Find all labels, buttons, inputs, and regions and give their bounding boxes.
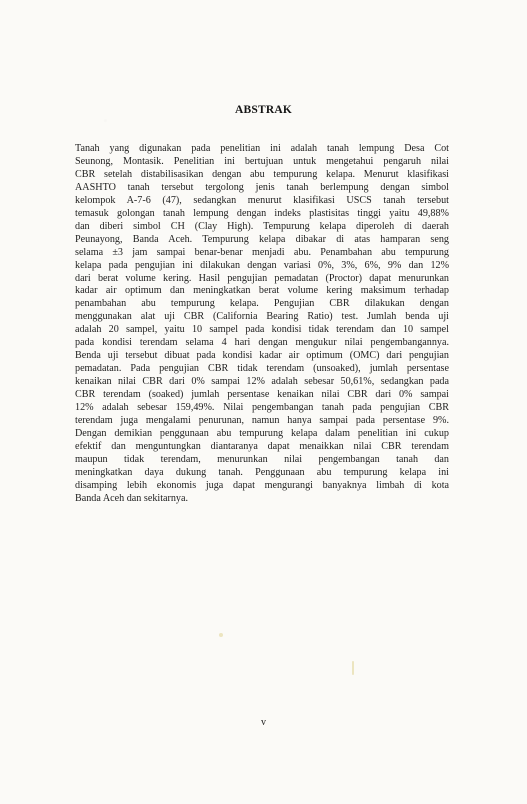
- abstract-line-20: CBR terendam (soaked) jumlah persentase kenaikan nilai CBR dari 0% sampai: [75, 389, 449, 401]
- abstract-body: [75, 143, 449, 506]
- abstract-line-21: 12% adalah sebesar 159,49%. Nilai pengembangan tanah pada pengujian CBR: [75, 402, 449, 414]
- abstract-line-28: Banda Aceh dan sekitarnya.: [75, 492, 189, 504]
- abstract-line-25: maupun tidak terendam, menurunkan nilai pengembangan tanah dan: [75, 453, 449, 465]
- abstract-line-2: Seunong, Montasik. Penelitian ini bertujuan untuk mengetahui pengaruh nilai: [75, 155, 449, 167]
- abstract-line-23: Dengan demikian penggunaan abu tempurung kelapa dalam penelitian ini cukup: [75, 427, 449, 439]
- abstract-line-24: efektif dan menguntungkan diantaranya dapat menaikkan nilai CBR terendam: [75, 440, 449, 452]
- abstract-line-5: kelompok A-7-6 (47), sedangkan menurut klasifikasi USCS tanah tersebut: [75, 194, 449, 206]
- abstract-line-9: selama ±3 jam sampai benar-benar menjadi abu. Penambahan abu tempurung: [75, 246, 449, 258]
- abstract-line-7: dan diberi simbol CH (Clay High). Tempurung kelapa diperoleh di daerah: [75, 220, 449, 232]
- abstract-line-8: Peunayong, Banda Aceh. Tempurung kelapa dibakar di atas hamparan seng: [75, 233, 449, 245]
- abstract-line-26: meningkatkan daya dukung tanah. Penggunaan abu tempurung kelapa ini: [75, 466, 449, 478]
- abstract-line-4: AASHTO tanah tersebut tergolong jenis tanah berlempung dengan simbol: [75, 181, 449, 193]
- abstract-line-18: pemadatan. Pada pengujian CBR tidak terendam (unsoaked), jumlah persentase: [75, 363, 449, 375]
- scan-speck: [352, 661, 354, 675]
- abstract-line-1: Tanah yang digunakan pada penelitian ini adalah tanah lempung Desa Cot: [75, 143, 449, 154]
- abstract-line-12: kadar air optimum dan meningkatkan berat volume kering maksimum terhadap: [75, 285, 449, 297]
- abstract-line-22: terendam juga mengalami penurunan, namun hanya sampai pada persentase 9%.: [75, 415, 449, 427]
- abstract-line-16: pada kondisi terendam selama 4 hari dengan mengukur nilai pengembangannya.: [75, 337, 449, 349]
- abstract-line-13: penambahan abu tempurung kelapa. Pengujian CBR dilakukan dengan: [75, 298, 449, 310]
- abstract-line-14: menggunakan alat uji CBR (California Bearing Ratio) test. Jumlah benda uji: [75, 311, 449, 323]
- abstract-line-11: dari berat volume kering. Hasil pengujian pemadatan (Proctor) dapat menurunkan: [75, 272, 449, 284]
- abstract-line-19: kenaikan nilai CBR dari 0% sampai 12% adalah sebesar 50,61%, sedangkan pada: [75, 376, 449, 388]
- abstract-line-17: Benda uji tersebut dibuat pada kondisi kadar air optimum (OMC) dari pengujian: [75, 350, 449, 362]
- abstract-line-3: CBR setelah distabilisasikan dengan abu tempurung kelapa. Menurut klasifikasi: [75, 168, 449, 180]
- abstract-line-27: disamping lebih ekonomis juga dapat mengurangi banyaknya limbah di kota: [75, 479, 449, 491]
- abstract-line-10: kelapa pada pengujian ini dilakukan dengan variasi 0%, 3%, 6%, 9% dan 12%: [75, 259, 449, 271]
- abstract-line-6: temasuk golongan tanah lempung dengan indeks plastisitas tinggi yaitu 49,88%: [75, 207, 449, 219]
- page-number: v: [261, 717, 266, 728]
- scan-speck: [219, 633, 223, 637]
- abstract-line-15: adalah 20 sampel, yaitu 10 sampel pada kondisi tidak terendam dan 10 sampel: [75, 324, 449, 336]
- abstract-title: ABSTRAK: [235, 104, 292, 116]
